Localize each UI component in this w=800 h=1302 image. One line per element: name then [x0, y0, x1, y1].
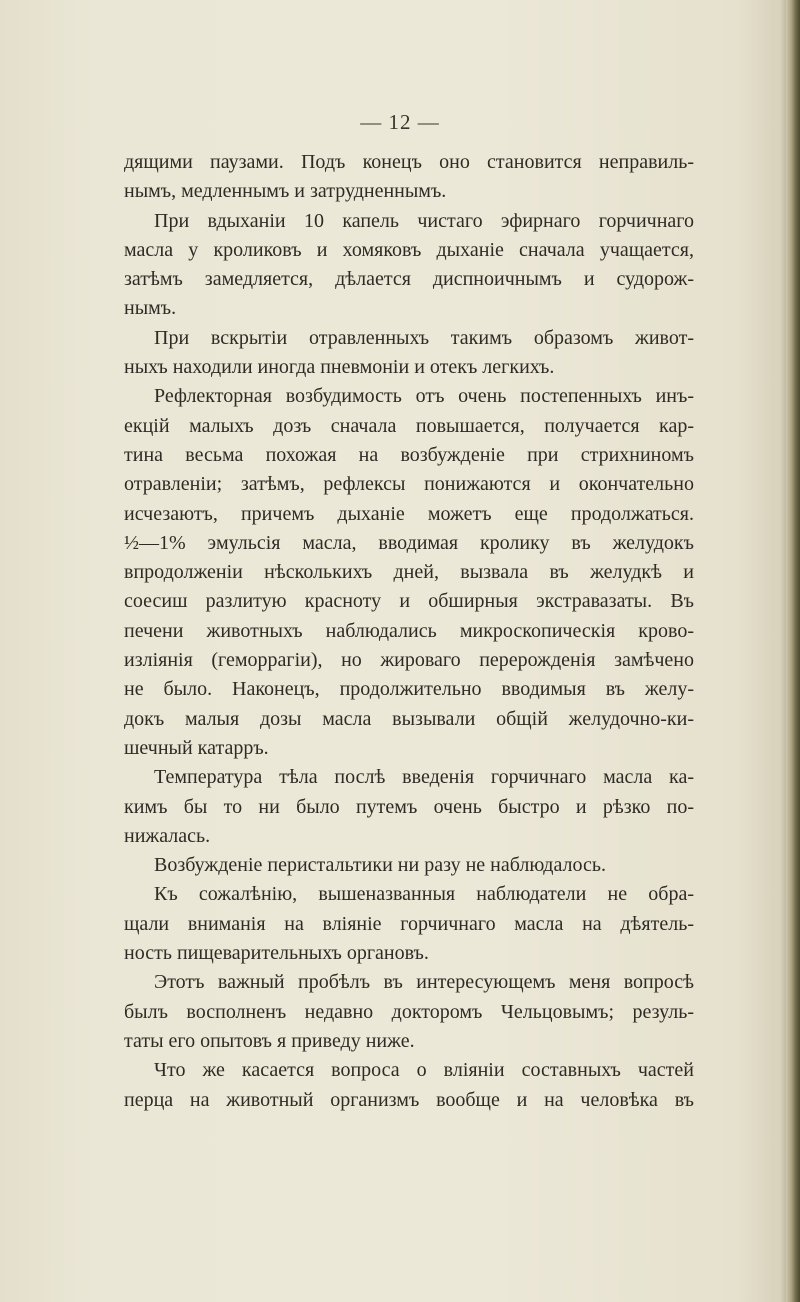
text-line: шечный катарръ. — [124, 736, 269, 759]
text-line: нымъ, медленнымъ и затрудненнымъ. — [124, 180, 447, 203]
text-line: соесиш разлитую красноту и обширныя экстравазаты. Въ — [124, 590, 694, 613]
text-line: Что же касается вопроса о вліяніи составныхъ частей — [154, 1059, 694, 1082]
text-line: печени животныхъ наблюдались микроскопическія крово- — [124, 619, 694, 642]
text-line: Температура тѣла послѣ введенія горчичнаго масла ка- — [154, 766, 694, 789]
text-line: не было. Наконецъ, продолжительно вводимыя въ желу- — [124, 678, 694, 701]
text-line: исчезаютъ, причемъ дыханіе можетъ еще продолжаться. — [124, 502, 694, 525]
text-line: ныхъ находили иногда пневмоніи и отекъ легкихъ. — [124, 356, 555, 379]
text-line: впродолженіи нѣсколькихъ дней, вызвала въ желудкѣ и — [124, 561, 694, 584]
text-line: Этотъ важный пробѣлъ въ интересующемъ меня вопросѣ — [154, 971, 694, 994]
text-line: масла у кроликовъ и хомяковъ дыханіе сначала учащается, — [124, 238, 694, 261]
text-line: дящими паузами. Подъ конецъ оно становится неправиль- — [124, 151, 694, 173]
text-line: При вдыханіи 10 капель чистаго эфирнаго горчичнаго — [154, 209, 694, 232]
book-spine — [786, 0, 800, 1302]
text-line: При вскрытіи отравленныхъ такимъ образомъ живот- — [154, 326, 694, 349]
text-line: нымъ. — [124, 297, 177, 320]
text-line: Рефлекторная возбудимость отъ очень постепенныхъ инъ- — [154, 385, 694, 408]
text-line: перца на животный организмъ вообще и на человѣка въ — [124, 1088, 694, 1111]
text-line: изліянія (геморрагіи), но жироваго перерожденія замѣчено — [124, 649, 694, 672]
text-line: Къ сожалѣнію, вышеназванныя наблюдатели не обра- — [154, 883, 694, 906]
text-line: тина весьма похожая на возбужденіе при стрихниномъ — [124, 443, 694, 466]
text-line: нижалась. — [124, 824, 211, 847]
text-line: таты его опытовъ я приведу ниже. — [124, 1029, 415, 1052]
text-line: былъ восполненъ недавно докторомъ Чельцовымъ; резуль- — [124, 1000, 694, 1023]
text-line: ½—1% эмульсія масла, вводимая кролику въ желудокъ — [124, 531, 694, 554]
text-line: отравленіи; затѣмъ, рефлексы понижаются и окончательно — [124, 473, 694, 496]
text-line: кимъ бы то ни было путемъ очень быстро и рѣзко по- — [124, 795, 694, 818]
text-line: екцій малыхъ дозъ сначала повышается, получается кар- — [124, 414, 694, 437]
page-number: — 12 — — [360, 110, 440, 134]
text-line: ность пищеварительныхъ органовъ. — [124, 942, 429, 965]
body-text — [124, 148, 694, 1115]
text-line: Возбужденіе перистальтики ни разу не наблюдалось. — [154, 854, 607, 877]
text-line: докъ малыя дозы масла вызывали общій желудочно-ки- — [124, 707, 694, 730]
text-line: затѣмъ замедляется, дѣлается диспноичнымъ и судорож- — [124, 268, 694, 291]
text-line: щали вниманія на вліяніе горчичнаго масла на дѣятель- — [124, 912, 694, 935]
